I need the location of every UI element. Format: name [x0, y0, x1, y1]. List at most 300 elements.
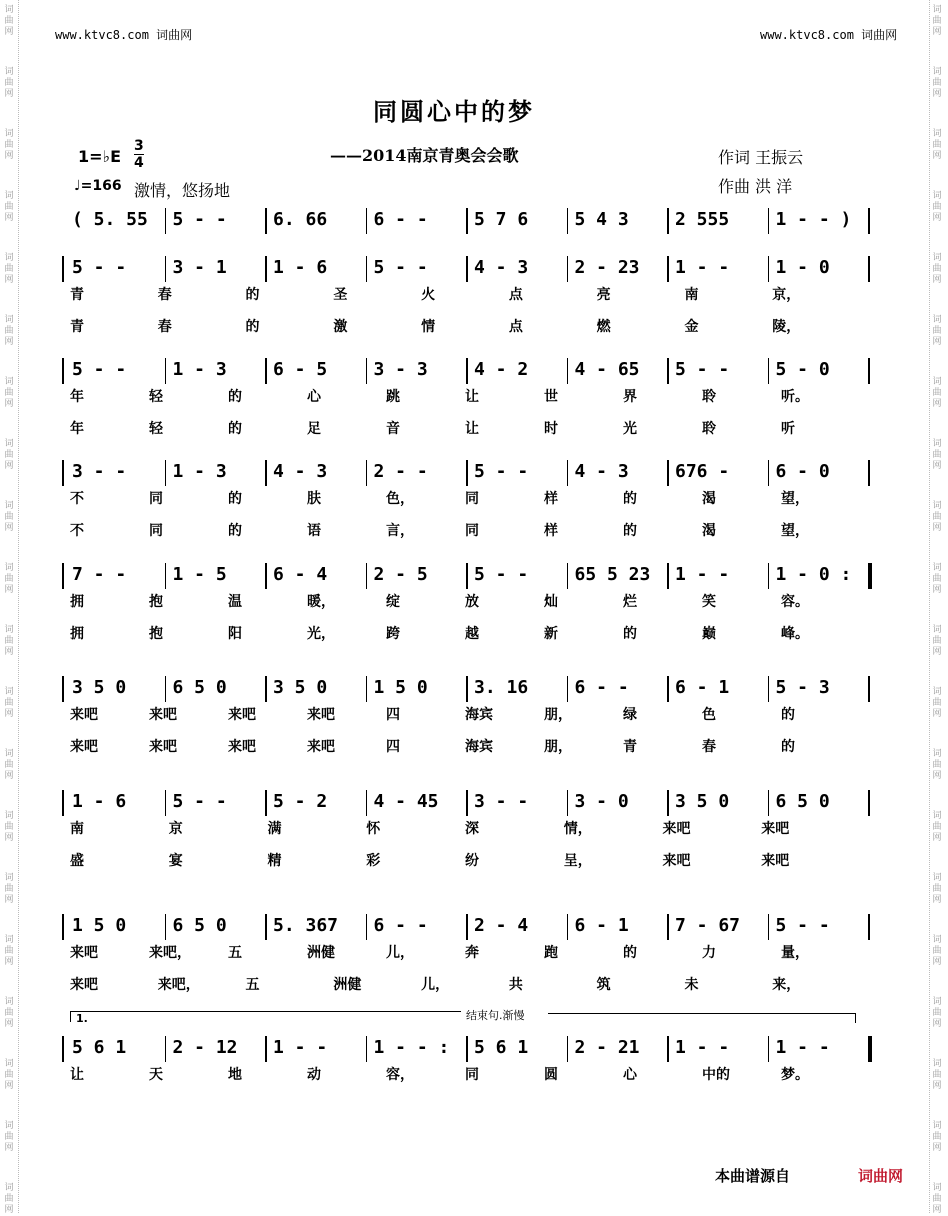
lyric-word: 海宾	[465, 739, 493, 755]
lyric-word: 朋，	[544, 707, 572, 723]
bar-line	[567, 1036, 569, 1062]
lyric-word: 色	[702, 707, 716, 723]
lyric-word: 拥	[70, 594, 84, 610]
measure: 6 5 0	[172, 677, 227, 698]
bar-line	[265, 358, 267, 384]
bar-line	[62, 790, 64, 816]
lyric-word: 的	[781, 739, 795, 755]
lyric-word: 色，	[386, 491, 414, 507]
bar-line	[62, 256, 64, 282]
bar-line	[466, 914, 468, 940]
watermark-text: 词 曲 网	[932, 935, 942, 967]
site-url-left[interactable]: www.ktvc8.com 词曲网	[55, 28, 193, 42]
watermark-text: 词 曲 网	[4, 625, 14, 657]
lyric-word: 言，	[386, 523, 414, 539]
measure: 1 5 0	[72, 915, 127, 936]
lyric-word: 渴	[702, 523, 716, 539]
time-signature	[134, 138, 144, 171]
measure: 5 - -	[474, 461, 529, 482]
lyric-word: 春	[157, 287, 172, 303]
measure: 6 - -	[373, 209, 428, 230]
measure: 2 555	[675, 209, 730, 230]
lyric-word: 同	[465, 1067, 479, 1083]
lyric-word: 来吧	[228, 739, 256, 755]
watermark-text: 词 曲 网	[4, 67, 14, 99]
bar-line	[768, 208, 770, 234]
score-row	[62, 788, 867, 816]
composer-credit: 作曲 洪 洋	[718, 177, 793, 196]
lyric-word: 样	[544, 491, 558, 507]
lyric-word: 界	[623, 389, 637, 405]
lyric-word: 春	[157, 319, 172, 335]
lyric-word: 笑	[702, 594, 716, 610]
bar-line	[868, 914, 870, 940]
measure: 5 4 3	[574, 209, 629, 230]
watermark-text: 词 曲 网	[4, 873, 14, 905]
score-row	[62, 356, 867, 384]
bar-line	[868, 563, 872, 589]
watermark-text: 词 曲 网	[932, 1121, 942, 1153]
lyric-word: 情，	[563, 821, 592, 837]
lyric-word: 的	[781, 707, 795, 723]
lyric-word: 轻	[149, 421, 163, 437]
tempo-marking: ♩=166	[74, 178, 122, 194]
lyric-word: 聆	[702, 421, 716, 437]
lyric-word: 奔	[465, 945, 479, 961]
lyric-word: 不	[70, 491, 84, 507]
lyric-word: 纷	[465, 853, 479, 869]
measure: 6 - -	[574, 677, 629, 698]
lyric-word: 听。	[781, 389, 809, 405]
lyric-word: 轻	[149, 389, 163, 405]
measure: 1 - - :	[373, 1037, 450, 1058]
score-row	[62, 912, 867, 940]
bar-line	[265, 676, 267, 702]
bar-line	[768, 914, 770, 940]
watermark-text: 词 曲 网	[4, 811, 14, 843]
measure: 4 - 65	[574, 359, 640, 380]
bar-line	[768, 358, 770, 384]
lyric-word: 绿	[623, 707, 637, 723]
lyric-word: 同	[465, 491, 479, 507]
ending-bracket-end	[855, 1013, 856, 1023]
measure: 2 - 5	[373, 564, 428, 585]
measure: 2 - -	[373, 461, 428, 482]
bar-line	[62, 460, 64, 486]
watermark-text: 词 曲 网	[4, 687, 14, 719]
watermark-text: 词 曲 网	[932, 873, 942, 905]
bar-line	[366, 460, 368, 486]
lyric-word: 时	[544, 421, 558, 437]
measure: 4 - 3	[474, 257, 529, 278]
watermark-text: 词 曲 网	[932, 129, 942, 161]
lyric-word: 渴	[702, 491, 716, 507]
watermark-text: 词 曲 网	[4, 1183, 14, 1215]
lyric-word: 年	[70, 421, 84, 437]
lyric-word: 阳	[228, 626, 242, 642]
bar-line	[466, 460, 468, 486]
lyric-word: 心	[307, 389, 321, 405]
bar-line	[165, 460, 167, 486]
lyric-word: 点	[508, 319, 523, 335]
score-row	[62, 206, 867, 234]
lyric-word: 的	[623, 523, 637, 539]
lyric-word: 共	[508, 977, 523, 993]
bar-line	[667, 256, 669, 282]
measure: 5 - -	[474, 564, 529, 585]
lyric-word: 呈，	[563, 853, 592, 869]
bar-line	[62, 914, 64, 940]
lyric-word: 的	[623, 945, 637, 961]
bar-line	[265, 256, 267, 282]
bar-line	[567, 914, 569, 940]
watermark-text: 词 曲 网	[4, 377, 14, 409]
lyric-word: 巅	[702, 626, 716, 642]
lyric-word: 洲健	[307, 945, 335, 961]
source-brand-link[interactable]: 词曲网	[858, 1167, 904, 1185]
lyric-word: 灿	[544, 594, 558, 610]
watermark-text: 词 曲 网	[4, 501, 14, 533]
lyric-word: 怀	[366, 821, 381, 837]
watermark-text: 词 曲 网	[932, 1183, 942, 1215]
lyric-word: 来吧	[662, 853, 691, 869]
lyric-word: 青	[70, 287, 84, 303]
site-url-right[interactable]: www.ktvc8.com 词曲网	[760, 28, 898, 42]
measure: ( 5. 55	[72, 209, 148, 230]
measure: 6 - -	[373, 915, 428, 936]
measure: 1 - -	[675, 257, 730, 278]
measure: 3 - -	[474, 791, 529, 812]
measure: 2 - 4	[474, 915, 529, 936]
measure: 1 - 6	[273, 257, 328, 278]
lyric-word: 的	[623, 626, 637, 642]
bar-line	[366, 256, 368, 282]
measure: 7 - 67	[675, 915, 741, 936]
bar-line	[466, 1036, 468, 1062]
measure: 5. 367	[273, 915, 339, 936]
lyric-word: 五	[245, 977, 260, 993]
lyric-word: 京，	[772, 287, 801, 303]
first-ending-label: 1.	[76, 1012, 88, 1025]
measure: 1 - -	[675, 564, 730, 585]
bar-line	[165, 1036, 167, 1062]
lyric-word: 激	[333, 319, 348, 335]
lyric-word: 新	[544, 626, 558, 642]
lyric-word: 圆	[544, 1067, 558, 1083]
bar-line	[466, 790, 468, 816]
lyric-word: 青	[70, 319, 84, 335]
measure: 4 - 3	[273, 461, 328, 482]
measure: 4 - 3	[574, 461, 629, 482]
measure: 1 - 0	[775, 257, 830, 278]
measure: 1 5 0	[373, 677, 428, 698]
bar-line	[265, 563, 267, 589]
lyric-word: 深	[465, 821, 479, 837]
lyric-word: 来吧，	[157, 977, 200, 993]
measure: 6 - 1	[675, 677, 730, 698]
bar-line	[366, 563, 368, 589]
lyric-word: 同	[149, 523, 163, 539]
measure: 6 5 0	[775, 791, 830, 812]
lyric-word: 亮	[596, 287, 611, 303]
lyric-word: 绽	[386, 594, 400, 610]
score-row	[62, 254, 867, 282]
lyric-word: 燃	[596, 319, 611, 335]
lyric-word: 音	[386, 421, 400, 437]
bar-line	[868, 256, 870, 282]
measure: 1 - 3	[172, 359, 227, 380]
measure: 1 - -	[675, 1037, 730, 1058]
lyric-word: 朋，	[544, 739, 572, 755]
watermark-text: 词 曲 网	[4, 5, 14, 37]
lyric-word: 来吧	[307, 739, 335, 755]
lyric-word: 肤	[307, 491, 321, 507]
lyric-word: 的	[228, 523, 242, 539]
measure: 3 - 3	[373, 359, 428, 380]
lyric-word: 来吧	[307, 707, 335, 723]
measure: 3 - 0	[574, 791, 629, 812]
measure: 65 5 23	[574, 564, 651, 585]
measure: 2 - 21	[574, 1037, 640, 1058]
measure: 1 - - )	[775, 209, 852, 230]
lyric-word: 望，	[781, 523, 809, 539]
bar-line	[165, 914, 167, 940]
lyric-word: 年	[70, 389, 84, 405]
lyric-word: 让	[465, 389, 479, 405]
time-signature-bottom: 4	[134, 155, 144, 171]
watermark-text: 词 曲 网	[4, 563, 14, 595]
lyric-word: 情	[421, 319, 436, 335]
measure: 5 7 6	[474, 209, 529, 230]
watermark-text: 词 曲 网	[4, 129, 14, 161]
lyric-word: 洲健	[333, 977, 362, 993]
lyric-word: 抱	[149, 594, 163, 610]
lyric-word: 来吧	[149, 707, 177, 723]
watermark-text: 词 曲 网	[932, 191, 942, 223]
score-row	[62, 458, 867, 486]
lyric-word: 不	[70, 523, 84, 539]
bar-line	[165, 208, 167, 234]
bar-line	[868, 790, 870, 816]
bar-line	[768, 676, 770, 702]
bar-line	[667, 914, 669, 940]
bar-line	[667, 790, 669, 816]
bar-line	[265, 208, 267, 234]
lyric-word: 来吧	[70, 945, 98, 961]
measure: 6. 66	[273, 209, 328, 230]
bar-line	[265, 1036, 267, 1062]
bar-line	[165, 256, 167, 282]
watermark-text: 词 曲 网	[4, 935, 14, 967]
measure: 4 - 45	[373, 791, 439, 812]
measure: 5 - -	[72, 257, 127, 278]
watermark-text: 词 曲 网	[932, 439, 942, 471]
lyric-word: 来吧	[149, 739, 177, 755]
lyric-word: 心	[623, 1067, 637, 1083]
measure: 7 - -	[72, 564, 127, 585]
watermark-text: 词 曲 网	[4, 749, 14, 781]
bar-line	[265, 460, 267, 486]
lyric-word: 春	[702, 739, 716, 755]
lyric-word: 海宾	[465, 707, 493, 723]
lyric-word: 来吧	[228, 707, 256, 723]
lyric-word: 跳	[386, 389, 400, 405]
lyric-word: 南	[684, 287, 699, 303]
song-title: 同圆心中的梦	[373, 97, 535, 126]
lyric-word: 拥	[70, 626, 84, 642]
lyric-word: 来，	[772, 977, 801, 993]
lyric-word: 火	[421, 287, 436, 303]
measure: 5 - 0	[775, 359, 830, 380]
bar-line	[466, 208, 468, 234]
lyric-word: 儿，	[421, 977, 450, 993]
bar-line	[567, 676, 569, 702]
lyric-word: 同	[149, 491, 163, 507]
bar-line	[366, 358, 368, 384]
source-label: 本曲谱源自	[715, 1167, 791, 1185]
bar-line	[667, 460, 669, 486]
lyricist-credit: 作词 王振云	[718, 148, 804, 167]
watermark-text: 词 曲 网	[932, 625, 942, 657]
bar-line	[667, 1036, 669, 1062]
measure: 5 - -	[172, 209, 227, 230]
watermark-text: 词 曲 网	[4, 253, 14, 285]
watermark-text: 词 曲 网	[4, 997, 14, 1029]
time-signature-top: 3	[134, 138, 144, 154]
measure: 3 5 0	[273, 677, 328, 698]
lyric-word: 梦。	[781, 1067, 809, 1083]
lyric-word: 样	[544, 523, 558, 539]
lyric-word: 暖，	[307, 594, 335, 610]
lyric-word: 光	[623, 421, 637, 437]
watermark-text: 词 曲 网	[932, 377, 942, 409]
measure: 4 - 2	[474, 359, 529, 380]
watermark-text: 词 曲 网	[932, 253, 942, 285]
bar-line	[567, 563, 569, 589]
bar-line	[466, 676, 468, 702]
lyric-word: 光，	[307, 626, 335, 642]
lyric-word: 点	[508, 287, 523, 303]
lyric-word: 来吧，	[149, 945, 191, 961]
watermark-text: 词 曲 网	[932, 811, 942, 843]
bar-line	[265, 914, 267, 940]
bar-line	[667, 563, 669, 589]
lyric-word: 放	[465, 594, 479, 610]
bar-line	[868, 1036, 872, 1062]
lyric-word: 四	[386, 707, 400, 723]
watermark-text: 词 曲 网	[932, 1059, 942, 1091]
measure: 5 - -	[675, 359, 730, 380]
score-row	[62, 1034, 867, 1062]
lyric-word: 中的	[702, 1067, 730, 1083]
measure: 3 - 1	[172, 257, 227, 278]
bar-line	[768, 563, 770, 589]
watermark-text: 词 曲 网	[4, 191, 14, 223]
bar-line	[165, 358, 167, 384]
watermark-text: 词 曲 网	[932, 315, 942, 347]
score-row	[62, 561, 867, 589]
measure: 1 - 5	[172, 564, 227, 585]
lyric-word: 的	[228, 389, 242, 405]
bar-line	[567, 358, 569, 384]
lyric-word: 陵，	[772, 319, 801, 335]
bar-line	[466, 256, 468, 282]
lyric-word: 满	[267, 821, 282, 837]
lyric-word: 抱	[149, 626, 163, 642]
lyric-word: 让	[465, 421, 479, 437]
bar-line	[366, 676, 368, 702]
lyric-word: 彩	[366, 853, 381, 869]
bar-line	[667, 208, 669, 234]
bar-line	[768, 1036, 770, 1062]
lyric-word: 温	[228, 594, 242, 610]
ending-bracket	[548, 1013, 856, 1014]
bar-line	[768, 790, 770, 816]
bar-line	[868, 208, 870, 234]
lyric-word: 来吧	[662, 821, 691, 837]
watermark-text: 词 曲 网	[4, 1121, 14, 1153]
lyric-word: 的	[228, 491, 242, 507]
measure: 1 - 0 :	[775, 564, 852, 585]
lyric-word: 跑	[544, 945, 558, 961]
lyric-word: 量，	[781, 945, 809, 961]
bar-line	[868, 676, 870, 702]
measure: 6 - 1	[574, 915, 629, 936]
measure: 5 6 1	[474, 1037, 529, 1058]
watermark-text: 词 曲 网	[932, 501, 942, 533]
bar-line	[567, 208, 569, 234]
lyric-word: 筑	[596, 977, 611, 993]
lyric-word: 容，	[386, 1067, 414, 1083]
bar-line	[868, 460, 870, 486]
lyric-word: 地	[228, 1067, 242, 1083]
measure: 5 - 2	[273, 791, 328, 812]
measure: 5 - -	[72, 359, 127, 380]
lyric-word: 世	[544, 389, 558, 405]
bar-line	[165, 676, 167, 702]
bar-line	[62, 1036, 64, 1062]
lyric-word: 聆	[702, 389, 716, 405]
measure: 1 - 6	[72, 791, 127, 812]
measure: 6 5 0	[172, 915, 227, 936]
left-watermark-strip	[0, 0, 19, 1213]
lyric-word: 容。	[781, 594, 809, 610]
lyric-word: 来吧	[70, 977, 98, 993]
measure: 6 - 5	[273, 359, 328, 380]
lyric-word: 来吧	[70, 707, 98, 723]
score-row	[62, 674, 867, 702]
bar-line	[62, 563, 64, 589]
right-watermark-strip	[929, 0, 948, 1213]
bar-line	[868, 358, 870, 384]
watermark-text: 词 曲 网	[932, 5, 942, 37]
measure: 5 - -	[775, 915, 830, 936]
lyric-word: 盛	[70, 853, 84, 869]
bar-line	[366, 914, 368, 940]
lyric-word: 南	[70, 821, 84, 837]
lyric-word: 未	[684, 977, 699, 993]
measure: 1 - -	[775, 1037, 830, 1058]
measure: 5 - -	[172, 791, 227, 812]
lyric-word: 让	[70, 1067, 84, 1083]
song-subtitle: ——2014南京青奥会会歌	[330, 146, 519, 165]
lyric-word: 五	[228, 945, 242, 961]
lyric-word: 天	[149, 1067, 163, 1083]
lyric-word: 青	[623, 739, 637, 755]
measure: 3. 16	[474, 677, 529, 698]
bar-line	[165, 563, 167, 589]
lyric-word: 越	[465, 626, 479, 642]
